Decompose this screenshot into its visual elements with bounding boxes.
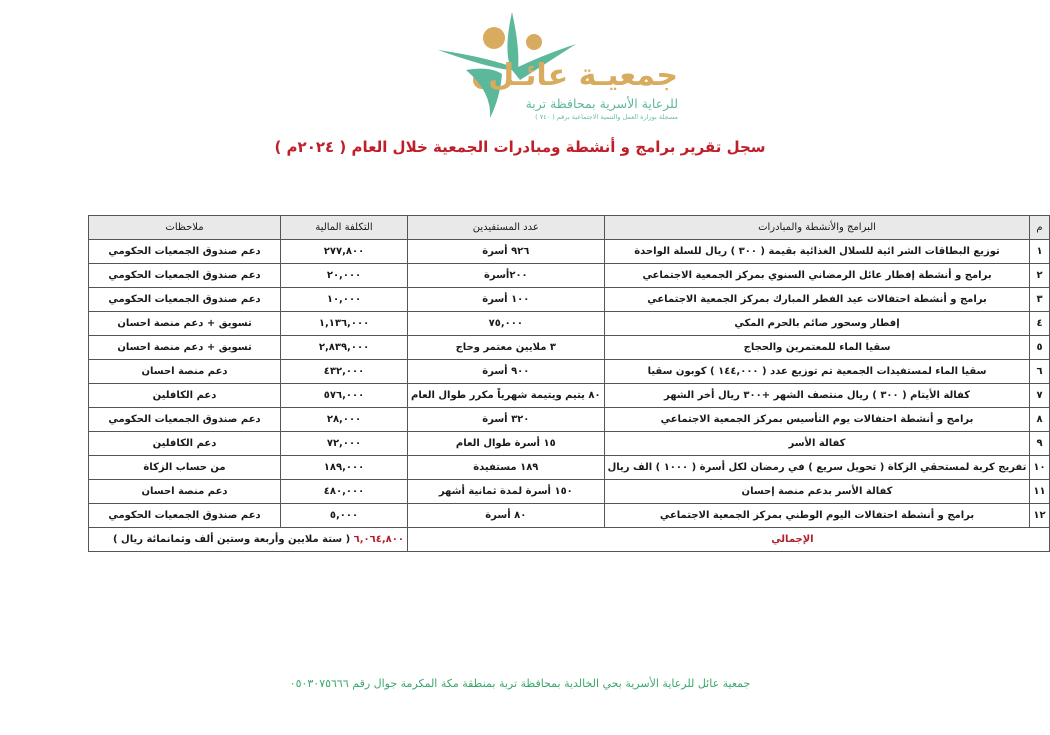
row-number: ٦ xyxy=(1030,360,1049,384)
table-row xyxy=(89,432,1050,456)
row-number: ١١ xyxy=(1030,480,1049,504)
row-cost: ٢٠,٠٠٠ xyxy=(281,264,408,288)
table-row xyxy=(89,264,1050,288)
report-table xyxy=(88,215,1050,552)
row-beneficiaries: ٢٠٠أسرة xyxy=(407,264,604,288)
row-cost: ٥,٠٠٠ xyxy=(281,504,408,528)
row-beneficiaries: ١٥ أسرة طوال العام xyxy=(407,432,604,456)
row-beneficiaries: ٧٥,٠٠٠ xyxy=(407,312,604,336)
row-program: إفطار وسحور صائم بالحرم المكي xyxy=(604,312,1030,336)
row-beneficiaries: ١٨٩ مستفيدة xyxy=(407,456,604,480)
row-notes: دعم صندوق الجمعيات الحكومي xyxy=(89,240,281,264)
row-program: كفالة الأسر بدعم منصة إحسان xyxy=(604,480,1030,504)
row-beneficiaries: ٩٠٠ أسرة xyxy=(407,360,604,384)
row-program: سقيا الماء لمستفيدات الجمعية تم توزيع عدد ( ١٤٤,٠٠٠ ) كوبون سقيا xyxy=(604,360,1030,384)
row-program: برامج و أنشطة احتفالات عيد الفطر المبارك بمركز الجمعية الاجتماعي xyxy=(604,288,1030,312)
column-header-number: م xyxy=(1030,216,1049,240)
table-row xyxy=(89,360,1050,384)
table-row xyxy=(89,384,1050,408)
row-notes: تسويق + دعم منصة احسان xyxy=(89,312,281,336)
logo-name: جمعيـة عائـل xyxy=(488,58,678,93)
table-row xyxy=(89,336,1050,360)
row-number: ٩ xyxy=(1030,432,1049,456)
row-number: ٥ xyxy=(1030,336,1049,360)
row-program: توزيع البطاقات الشر ائية للسلال الغذائية بقيمة ( ٣٠٠ ) ريال للسلة الواحدة xyxy=(604,240,1030,264)
table-row xyxy=(89,456,1050,480)
row-program: برامج و أنشطة إفطار عائل الرمضاني السنوي بمركز الجمعية الاجتماعي xyxy=(604,264,1030,288)
row-cost: ١٠,٠٠٠ xyxy=(281,288,408,312)
row-number: ١٢ xyxy=(1030,504,1049,528)
total-label: الإجمالي xyxy=(407,528,1049,552)
row-beneficiaries: ٨٠ يتيم ويتيمة شهرياً مكرر طوال العام xyxy=(407,384,604,408)
table-row xyxy=(89,240,1050,264)
footer-contact: جمعية عائل للرعاية الأسرية بحي الخالدية بمحافظة تربة بمنطقة مكة المكرمة جوال رقم ٠٥٠٣٠٧٥٦٦٦ xyxy=(289,677,751,690)
row-number: ١ xyxy=(1030,240,1049,264)
table-row xyxy=(89,288,1050,312)
table-row xyxy=(89,480,1050,504)
row-beneficiaries: ٩٢٦ أسرة xyxy=(407,240,604,264)
total-value-cell xyxy=(89,528,408,552)
column-header-notes: ملاحظات xyxy=(89,216,281,240)
table-header-row xyxy=(89,216,1050,240)
row-cost: ٧٢,٠٠٠ xyxy=(281,432,408,456)
row-number: ١٠ xyxy=(1030,456,1049,480)
row-cost: ١٨٩,٠٠٠ xyxy=(281,456,408,480)
row-notes: دعم منصة احسان xyxy=(89,480,281,504)
row-cost: ٤٣٢,٠٠٠ xyxy=(281,360,408,384)
page-title: سجل تقرير برامج و أنشطة ومبادرات الجمعية خلال العام ( ٢٠٢٤م ) xyxy=(274,138,766,156)
row-notes: تسويق + دعم منصة احسان xyxy=(89,336,281,360)
row-program: سقيا الماء للمعتمرين والحجاج xyxy=(604,336,1030,360)
column-header-cost: التكلفة المالية xyxy=(281,216,408,240)
row-number: ٨ xyxy=(1030,408,1049,432)
row-program: برامج و أنشطة احتفالات اليوم الوطني بمركز الجمعية الاجتماعي xyxy=(604,504,1030,528)
row-cost: ٢٨,٠٠٠ xyxy=(281,408,408,432)
row-number: ٧ xyxy=(1030,384,1049,408)
row-notes: من حساب الزكاة xyxy=(89,456,281,480)
row-program: برامج و أنشطة احتفالات يوم التأسيس بمركز الجمعية الاجتماعي xyxy=(604,408,1030,432)
row-program: كفالة الأسر xyxy=(604,432,1030,456)
column-header-programs: البرامج والأنشطة والمبادرات xyxy=(604,216,1030,240)
logo-subtitle: للرعاية الأسرية بمحافظة تربة xyxy=(525,96,678,111)
row-notes: دعم صندوق الجمعيات الحكومي xyxy=(89,504,281,528)
association-logo xyxy=(430,8,690,124)
row-notes: دعم صندوق الجمعيات الحكومي xyxy=(89,408,281,432)
row-program: كفالة الأيتام ( ٣٠٠ ) ريال منتصف الشهر +٣٠٠ ريال أخر الشهر xyxy=(604,384,1030,408)
row-notes: دعم صندوق الجمعيات الحكومي xyxy=(89,288,281,312)
row-notes: دعم الكافلين xyxy=(89,384,281,408)
table-row xyxy=(89,408,1050,432)
row-cost: ٢٧٧,٨٠٠ xyxy=(281,240,408,264)
row-beneficiaries: ٣ ملايين معتمر وحاج xyxy=(407,336,604,360)
row-number: ٣ xyxy=(1030,288,1049,312)
table-row xyxy=(89,504,1050,528)
row-number: ٢ xyxy=(1030,264,1049,288)
row-beneficiaries: ٣٢٠ أسرة xyxy=(407,408,604,432)
row-notes: دعم منصة احسان xyxy=(89,360,281,384)
row-program: تفريج كربة لمستحقي الزكاة ( تحويل سريع ) في رمضان لكل أسرة ( ١٠٠٠ ) الف ريال xyxy=(604,456,1030,480)
total-amount: ٦,٠٦٤,٨٠٠ xyxy=(353,534,404,545)
column-header-beneficiaries: عدد المستفيدين xyxy=(407,216,604,240)
total-amount-words: ( ستة ملايين وأربعة وستين ألف وثمانمائة ريال ) xyxy=(113,534,351,545)
row-notes: دعم صندوق الجمعيات الحكومي xyxy=(89,264,281,288)
row-number: ٤ xyxy=(1030,312,1049,336)
row-beneficiaries: ١٥٠ أسرة لمدة ثمانية أشهر xyxy=(407,480,604,504)
row-cost: ٢,٨٣٩,٠٠٠ xyxy=(281,336,408,360)
row-beneficiaries: ٨٠ أسرة xyxy=(407,504,604,528)
row-cost: ٥٧٦,٠٠٠ xyxy=(281,384,408,408)
row-notes: دعم الكافلين xyxy=(89,432,281,456)
row-cost: ٤٨٠,٠٠٠ xyxy=(281,480,408,504)
logo-registration: مسجلة بوزارة العمل والتنمية الاجتماعية برقم ( ٧٤٠ ) xyxy=(535,113,678,121)
row-beneficiaries: ١٠٠ أسرة xyxy=(407,288,604,312)
table-row xyxy=(89,312,1050,336)
total-row xyxy=(89,528,1050,552)
row-cost: ١,١٣٦,٠٠٠ xyxy=(281,312,408,336)
